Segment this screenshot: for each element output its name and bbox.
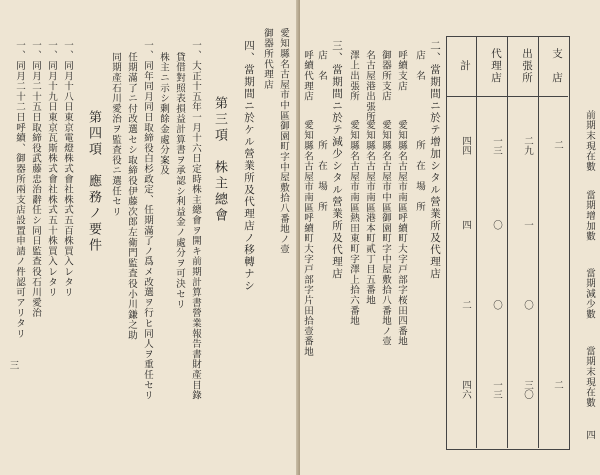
section-three-text: 三、當期間ニ於テ減少シタル營業所及代理店 [331,40,343,280]
row-label-office: 出張所 [521,48,533,84]
increase-type-1: 呼續支店 [396,50,407,92]
row-label-total: 計 [459,60,471,72]
left-page-number: 三 [7,360,19,370]
table-col-divider [507,36,508,448]
entry-3: 株主ニ示シ剰餘金處分案及 [158,52,169,176]
section-four-title: 第四項 應務ノ要件 [86,110,101,254]
cell-total-inc: 四 [460,220,471,230]
cell-branch-current: 二 [552,380,563,390]
right-page-number: 四 [584,430,595,440]
entry4-3: 一、同月二十五日取締役武藤忠治辭任シ同日監查役石川愛治 [30,40,41,319]
table-col-divider [476,36,477,448]
cell-office-current: 三〇 [522,380,533,399]
right-page [300,0,600,475]
row-label-branch: 支 店 [551,48,563,84]
entry-5: 任期滿了ニ付改選セシ取締役伊藤次郎左衛門監査役小川鎌之助 [126,52,137,341]
decrease-type-1: 呼續代理店 [302,50,313,102]
entry-2: 貸借對照表損益計算書ヲ承認シ利益金ノ處分ヲ可決セリ [174,52,185,310]
entry4-1: 一、同月十八日東京電燈株式會社株式五百株買入レタリ [62,40,73,298]
increase-header-loc: 所 在 場 所 [414,140,425,213]
cell-total-dec: 二 [460,300,471,310]
entry4-2: 一、同月十九日東京瓦斯株式會社株式五十株買入レタリ [46,40,57,298]
increase-type-4: 澤上出張所 [348,50,359,102]
section-three-title: 第三項 株主總會 [212,96,227,224]
increase-loc-3: 愛知縣名古屋市南區港本町貳丁目五番地 [364,120,375,306]
increase-loc-1: 愛知縣名古屋市南區呼續町大字戸部字桜田四番地 [396,120,407,347]
decrease-header-type: 店 名 [316,50,327,81]
header-prev: 前期末現在數 [584,110,595,172]
cell-total-prev: 四四 [460,136,471,155]
cell-agent-dec: 〇 [491,300,502,310]
cell-office-prev: 二九 [522,136,533,155]
cell-office-dec: 〇 [522,300,533,310]
increase-type-2: 御器所支店 [380,50,391,102]
left-continued-header: 愛知縣名古屋市中區御園町字中屋敷拾八番地ノ壹 [278,28,289,255]
increase-header-type: 店 名 [414,50,425,81]
table-col-divider [538,36,539,448]
row-label-agent: 代理店 [490,48,502,84]
left-header-label: 御器所代理店 [262,28,273,90]
increase-type-3: 名古屋港出張所 [364,50,375,123]
entry4-4: 一、同月二十二日呼續、御器所兩支店設置申請ノ件認可アリタリ [14,40,25,339]
decrease-header-loc: 所 在 場 所 [316,140,327,213]
increase-loc-4: 愛知縣名古屋市南區熱田東町字澤上拾六番地 [348,120,359,326]
header-current: 當期末現在數 [584,346,595,408]
header-increase: 當期增加數 [584,190,595,242]
entry-1: 一、大正十五年一月十六日定時株主總會ヲ開キ前期計算書營業報告書財產目錄 [190,40,201,401]
entry-6: 同期產石川愛治ヲ監査役ニ選任セリ [110,52,121,217]
cell-agent-inc: 〇 [491,220,502,230]
section-four-text: 四、當期間ニ於ケル營業所及代理店ノ移轉ナシ [243,40,255,292]
header-decrease: 當期減少數 [584,268,595,320]
entry-4: 一、同年同月同日取締役白杉政定、任期滿了ノ爲メ改選ヲ行ヒ同人ヲ重任セリ [142,40,153,401]
cell-agent-current: 一三 [491,380,502,399]
increase-loc-2: 愛知縣名古屋市中區御園町字中屋敷拾八番地ノ壹 [380,120,391,347]
cell-branch-prev: 二 [552,140,563,150]
section-two-text: 二、當期間ニ於テ增加シタル營業所及代理店 [429,40,441,280]
decrease-loc-1: 愛知縣名古屋市南區呼續町大字戸部字片田拾壹番地 [302,120,313,357]
cell-total-current: 四六 [460,380,471,399]
cell-agent-prev: 一三 [491,136,502,155]
cell-office-inc: 一 [522,220,533,230]
